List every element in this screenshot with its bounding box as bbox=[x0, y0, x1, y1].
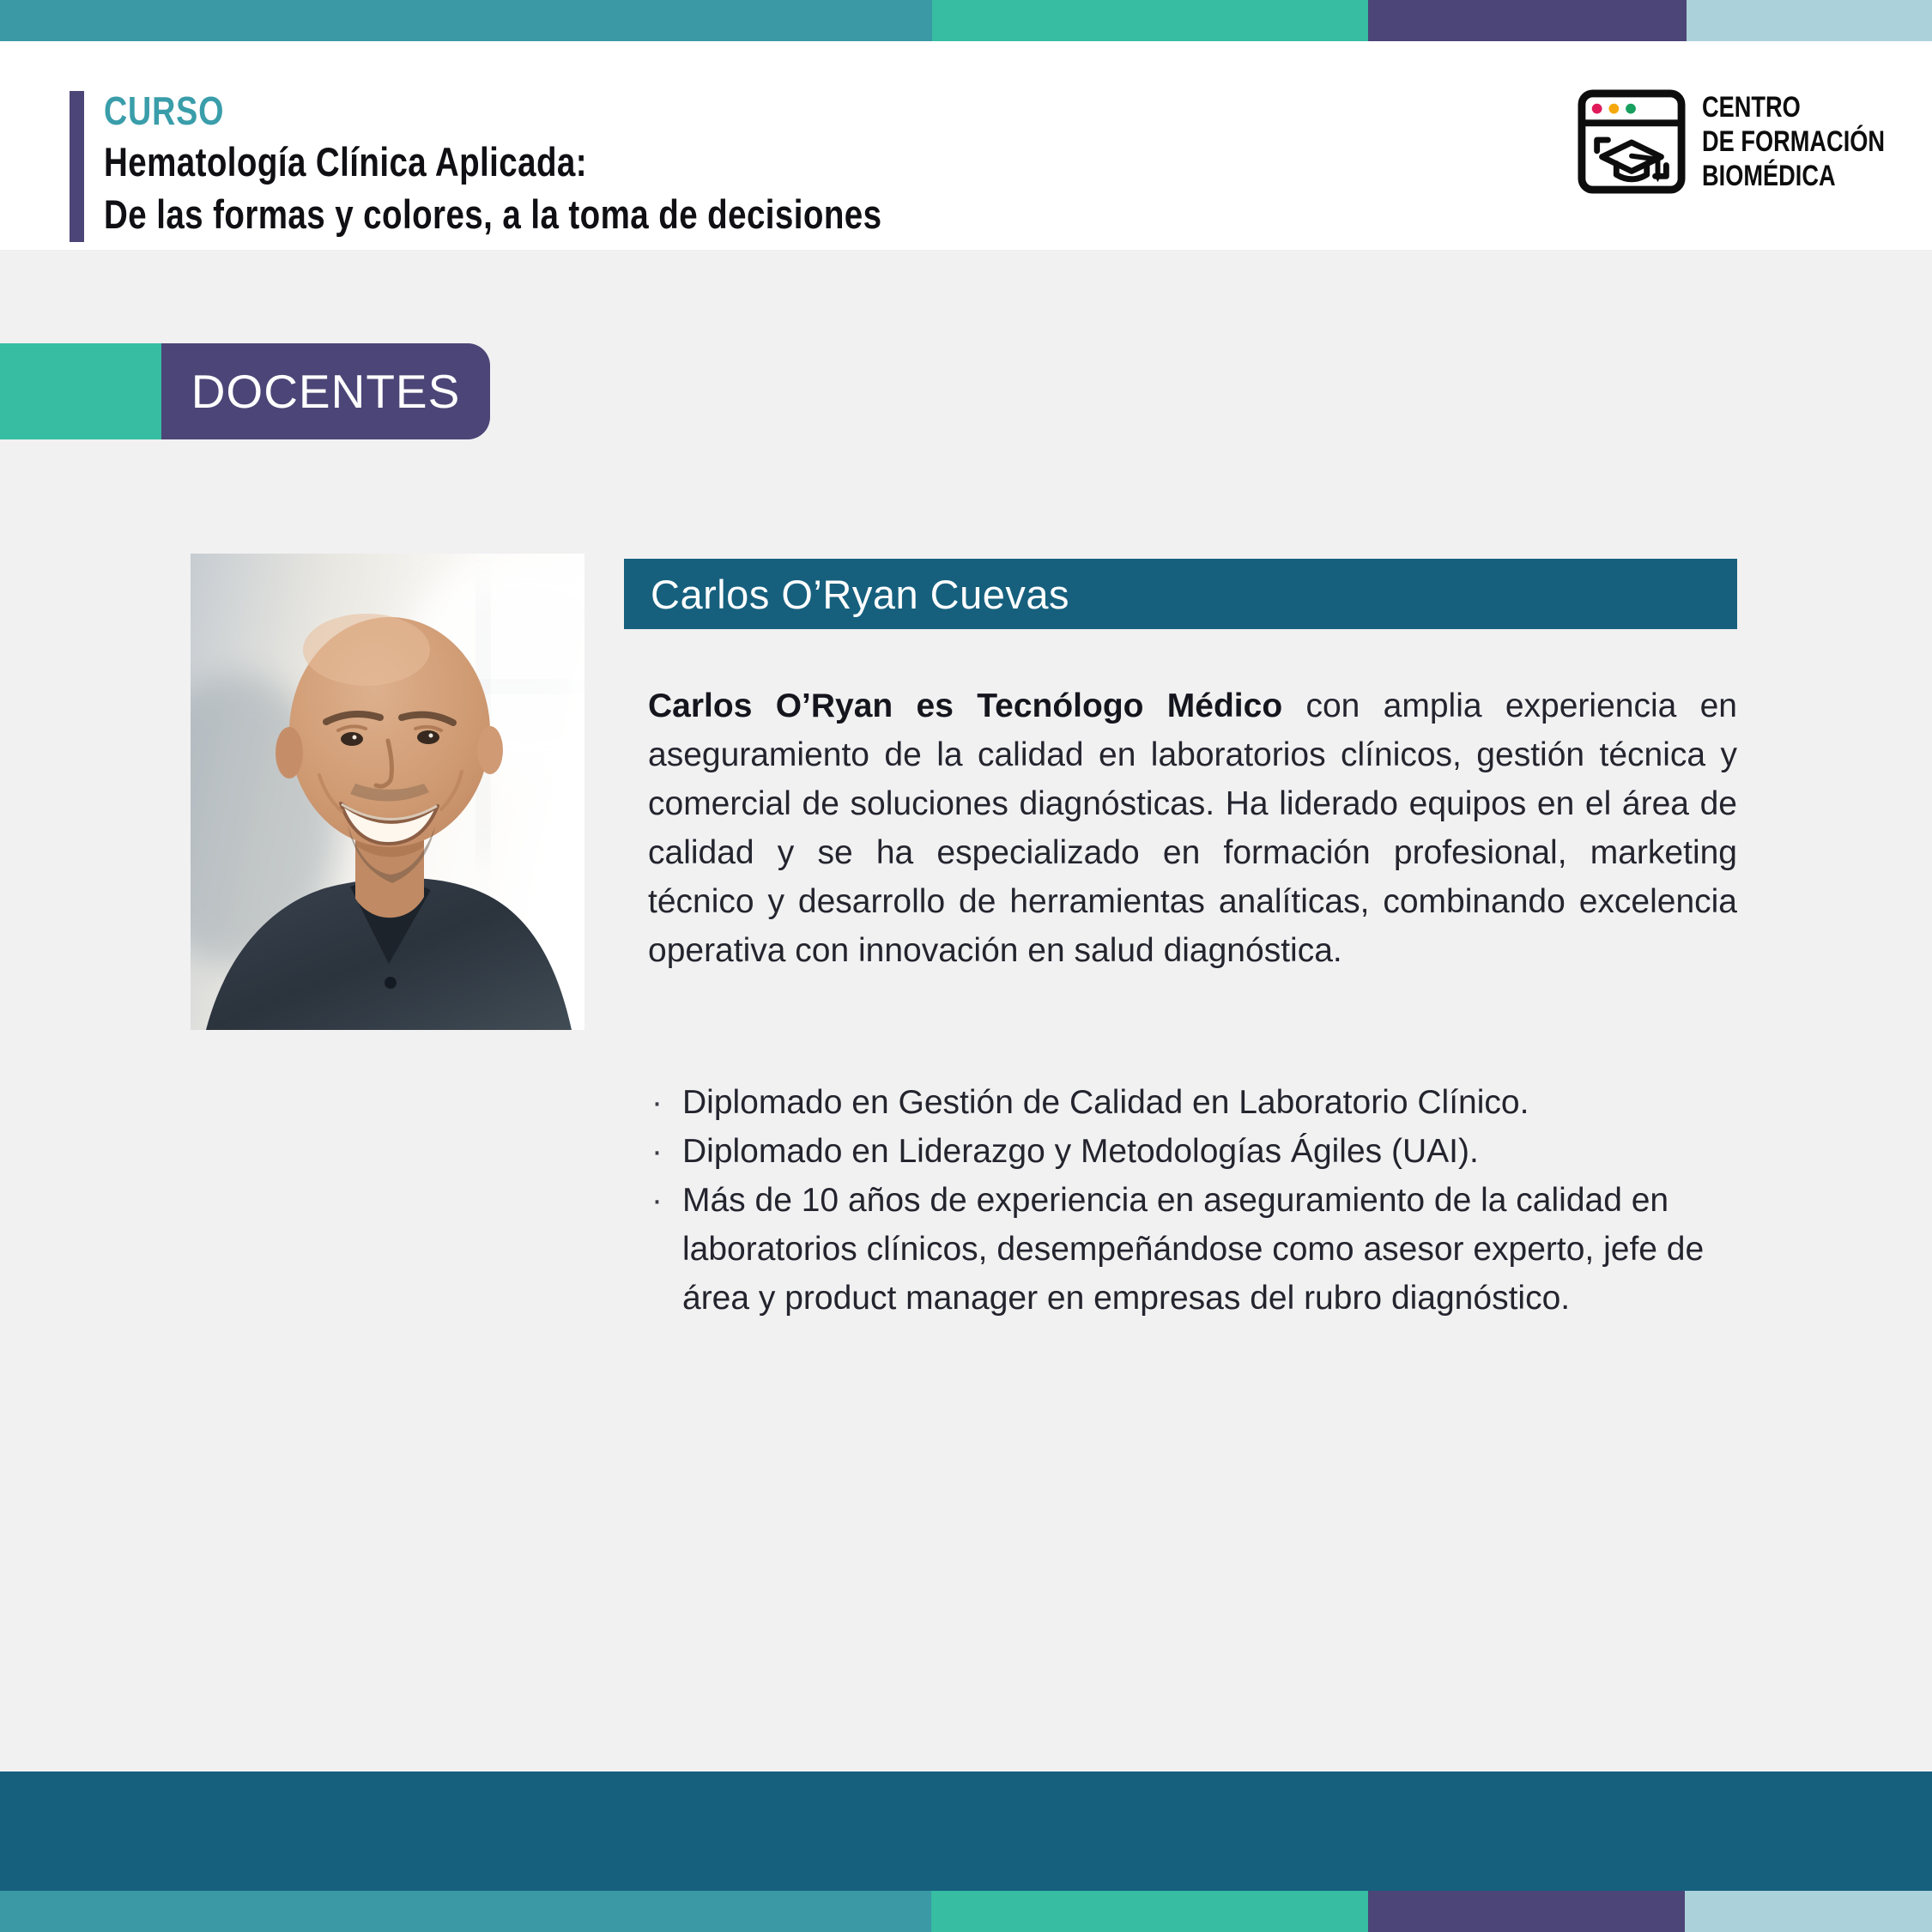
course-title-line2: De las formas y colores, a la toma de decisiones bbox=[104, 191, 882, 237]
bottom-bar-segment-teal bbox=[0, 1891, 931, 1932]
docente-portrait-illustration bbox=[191, 554, 584, 1030]
course-title-line1: Hematología Clínica Aplicada: bbox=[104, 139, 587, 185]
docente-name: Carlos O’Ryan Cuevas bbox=[651, 571, 1070, 617]
docentes-badge-label: DOCENTES bbox=[191, 365, 461, 418]
brand-logo-line3: BIOMÉDICA bbox=[1702, 160, 1836, 192]
header bbox=[0, 41, 1932, 250]
docentes-badge-green-segment bbox=[0, 343, 161, 439]
docente-bio-text: con amplia experiencia en aseguramiento de la calidad en laboratorios clínicos, gestión técnica y comercial de soluciones diagnósticas. Ha liderado equipos en el área de calidad y se ha especializado en formación profesional, marketing técnico y desarrollo de herramientas analíticas, combinando excelencia operativa con innovación en salud diagnóstica. bbox=[648, 687, 1737, 969]
course-title-block bbox=[104, 86, 881, 240]
bottom-color-bar bbox=[0, 1891, 1932, 1932]
docentes-badge bbox=[0, 343, 490, 439]
docente-name-banner bbox=[624, 559, 1737, 629]
bottom-bar-segment-lightblue bbox=[1685, 1891, 1932, 1932]
credential-item: · Diplomado en Liderazgo y Metodologías Ágiles (UAI). bbox=[648, 1127, 1712, 1176]
top-bar-segment-lightblue bbox=[1687, 0, 1932, 41]
docente-photo bbox=[191, 554, 584, 1030]
top-bar-segment-green bbox=[932, 0, 1368, 41]
docente-bio bbox=[648, 681, 1737, 975]
brand-logo-text bbox=[1702, 90, 1885, 193]
header-accent-bar bbox=[70, 91, 84, 242]
course-label: CURSO bbox=[104, 88, 225, 133]
graduation-cap-window-icon bbox=[1577, 88, 1687, 195]
brand-logo-line1: CENTRO bbox=[1702, 91, 1801, 124]
brand-logo bbox=[1577, 88, 1930, 195]
docente-bio-lead: Carlos O’Ryan es Tecnólogo Médico bbox=[648, 687, 1283, 724]
credential-item: · Más de 10 años de experiencia en aseguramiento de la calidad en laboratorios clínicos, desempeñándose como asesor experto, jefe de área y product manager en empresas del rubro diagnóstico. bbox=[648, 1176, 1712, 1323]
docente-credentials-list bbox=[648, 1078, 1712, 1323]
top-bar-segment-teal bbox=[0, 0, 932, 41]
docentes-badge-purple-segment bbox=[161, 343, 490, 439]
credential-item: · Diplomado en Gestión de Calidad en Laboratorio Clínico. bbox=[648, 1078, 1712, 1127]
footer-band bbox=[0, 1772, 1932, 1891]
bottom-bar-segment-green bbox=[931, 1891, 1368, 1932]
top-color-bar bbox=[0, 0, 1932, 41]
top-bar-segment-purple bbox=[1368, 0, 1687, 41]
bottom-bar-segment-purple bbox=[1368, 1891, 1685, 1932]
brand-logo-line2: DE FORMACIÓN bbox=[1702, 125, 1886, 158]
